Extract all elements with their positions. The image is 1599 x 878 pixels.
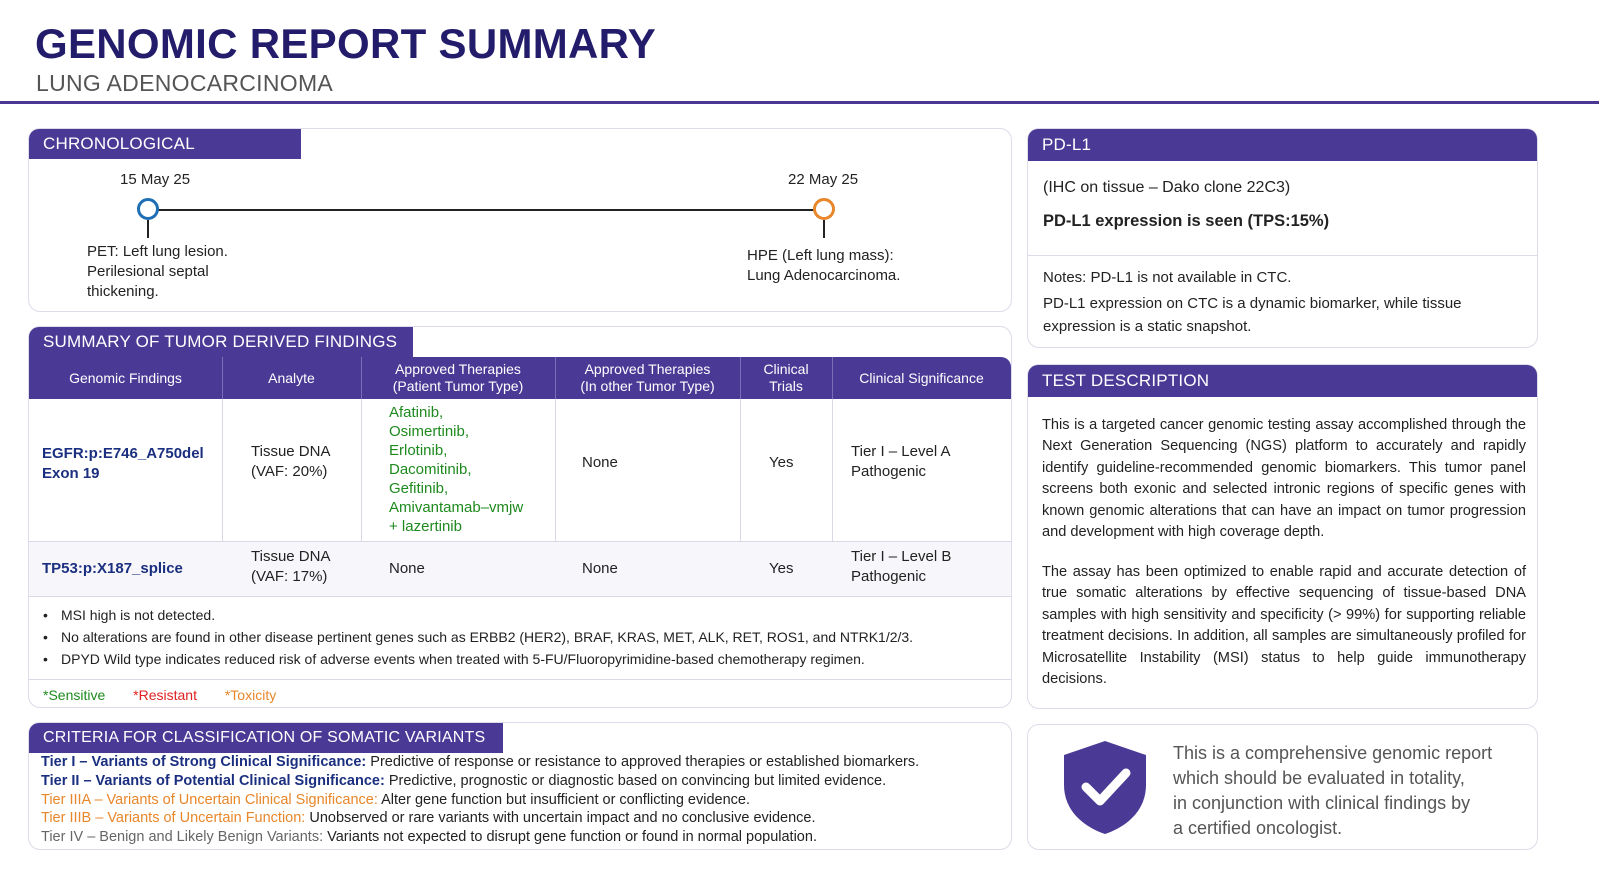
tier-list <box>41 753 919 847</box>
tier-label: Tier I – Variants of Strong Clinical Significance: <box>41 754 367 770</box>
classification-criteria-heading: CRITERIA FOR CLASSIFICATION OF SOMATIC VARIANTS <box>29 723 503 753</box>
test-description-paragraph: The assay has been optimized to enable rapid and accurate detection of true somatic alterations by effective sequencing of tissue-based DNA samples with high sensitivity and specificity (> 99%) for supporting reliable treatment decisions. In addition, all samples are simultaneously profiled for Microsatellite Instability (MSI) status to help guide immunotherapy decisions. <box>1042 564 1526 688</box>
therapy-item: + lazertinib <box>389 518 462 535</box>
analyte-type: Tissue DNA <box>251 443 331 460</box>
column-header-line: (Patient Tumor Type) <box>392 378 524 394</box>
clinical-trials-cell: Yes <box>769 560 794 577</box>
timeline-event-note <box>87 242 228 302</box>
pdl1-heading: PD-L1 <box>1028 129 1537 161</box>
pdl1-panel <box>1027 128 1538 348</box>
list-item-text: No alterations are found in other disease pertinent genes such as ERBB2 (HER2), BRAF, KRAS, MET, ALK, RET, ROS1, and NTRK1/2/3. <box>61 629 914 645</box>
test-description-paragraph: This is a targeted cancer genomic testing assay accomplished through the Next Generation Sequencing (NGS) platform to accurately and rapidly identify guideline-recommended genomic biomarkers. This tumor panel screens both exonic and selected intronic regions of specific genes with known genomic alterations that can have an impact on tumor progression and development with high coverage depth. <box>1042 417 1526 541</box>
timeline-note-line: Lung Adenocarcinoma. <box>747 267 901 284</box>
tier-label: Tier IIIA – Variants of Uncertain Clinical Significance: <box>41 791 378 808</box>
pdl1-result: PD-L1 expression is seen (TPS:15%) <box>1043 212 1330 230</box>
classification-criteria-panel <box>28 722 1012 850</box>
tumor-findings-panel <box>28 326 1012 708</box>
tier-description: Unobserved or rare variants with uncertain impact and no conclusive evidence. <box>305 810 816 827</box>
shield-check-icon <box>1060 739 1150 840</box>
list-item-text: MSI high is not detected. <box>61 607 216 623</box>
tumor-findings-heading: SUMMARY OF TUMOR DERIVED FINDINGS <box>29 327 413 357</box>
timeline-date: 15 May 25 <box>120 171 191 188</box>
column-header-approved-patient <box>361 357 555 399</box>
therapy-item: Afatinib, <box>389 404 444 421</box>
column-header-line: Approved Therapies <box>395 361 521 377</box>
analyte-vaf: (VAF: 17%) <box>251 568 328 585</box>
legend-resistant: *Resistant <box>133 687 197 703</box>
column-header-line: Trials <box>769 378 803 394</box>
column-header-trials <box>740 357 832 399</box>
disclaimer-line: a certified oncologist. <box>1173 818 1343 838</box>
tier-description: Variants not expected to disrupt gene function or found in normal population. <box>323 829 817 846</box>
column-header-approved-other <box>555 357 740 399</box>
tier-item <box>41 791 919 810</box>
findings-notes-list <box>43 604 913 670</box>
disclaimer-text <box>1173 741 1523 841</box>
analyte-type: Tissue DNA <box>251 548 331 565</box>
pdl1-note: PD-L1 expression on CTC is a dynamic biomarker, while tissue <box>1043 295 1462 312</box>
row-divider <box>29 596 1011 597</box>
approved-therapies-cell: None <box>389 560 425 577</box>
analyte-vaf: (VAF: 20%) <box>251 463 328 480</box>
page-title: GENOMIC REPORT SUMMARY <box>35 20 657 67</box>
disclaimer-line: in conjunction with clinical findings by <box>1173 793 1471 813</box>
legend-toxicity: *Toxicity <box>224 687 277 703</box>
tier-item <box>41 809 919 828</box>
timeline-stem <box>823 220 825 238</box>
tier-description: Alter gene function but insufficient or conflicting evidence. <box>377 791 751 808</box>
other-therapies-cell: None <box>582 560 618 577</box>
column-header-genomic: Genomic Findings <box>69 369 182 386</box>
significance-tier: Tier I – Level A <box>851 443 951 460</box>
chronological-summary-panel <box>28 128 1012 312</box>
therapy-item: Osimertinib, <box>389 423 470 440</box>
analyte-cell <box>251 547 330 587</box>
page-subtitle: LUNG ADENOCARCINOMA <box>36 70 334 96</box>
disclaimer-line: This is a comprehensive genomic report <box>1173 743 1493 763</box>
other-therapies-cell: None <box>582 454 618 471</box>
therapy-legend <box>43 687 300 703</box>
timeline-note-line: thickening. <box>87 283 159 300</box>
list-item: • MSI high is not detected. <box>43 607 216 623</box>
tier-item <box>41 753 919 772</box>
gene-cell: TP53:p:X187_splice <box>42 560 183 577</box>
chronological-summary-heading: CHRONOLOGICAL SUMMARY <box>29 129 301 159</box>
significance-cell <box>851 442 951 482</box>
timeline-note-line: HPE (Left lung mass): <box>747 247 894 264</box>
tier-label: Tier IV – Benign and Likely Benign Variants: <box>41 829 324 846</box>
significance-cell <box>851 547 951 587</box>
analyte-cell <box>251 442 330 482</box>
tier-item <box>41 772 919 791</box>
column-header-significance: Clinical Significance <box>859 369 984 386</box>
gene-exon: Exon 19 <box>42 465 100 482</box>
timeline-note-line: PET: Left lung lesion. <box>87 243 228 260</box>
clinical-trials-cell: Yes <box>769 454 794 471</box>
legend-divider <box>29 679 1011 680</box>
timeline-event-note <box>747 246 900 286</box>
table-row <box>29 542 1011 596</box>
gene-name: EGFR:p:E746_A750del <box>42 445 204 462</box>
pdl1-divider <box>1028 255 1537 256</box>
disclaimer-box <box>1027 724 1538 850</box>
pdl1-note: expression is a static snapshot. <box>1043 318 1252 335</box>
test-description-panel <box>1027 364 1538 709</box>
tier-description: Predictive of response or resistance to approved therapies or established biomarkers. <box>366 754 920 770</box>
therapy-item: Dacomitinib, <box>389 461 472 478</box>
column-header-analyte: Analyte <box>268 369 315 386</box>
significance-class: Pathogenic <box>851 463 927 480</box>
test-description-heading: TEST DESCRIPTION <box>1028 365 1537 397</box>
timeline-marker-blue <box>137 198 159 220</box>
tier-description: Predictive, prognostic or diagnostic based on convincing but limited evidence. <box>384 772 887 789</box>
therapy-item: Amivantamab–vmjw <box>389 499 524 516</box>
tier-item <box>41 828 919 847</box>
timeline-stem <box>147 220 149 238</box>
timeline-note-line: Perilesional septal <box>87 263 209 280</box>
pdl1-method: (IHC on tissue – Dako clone 22C3) <box>1043 179 1291 196</box>
legend-sensitive: *Sensitive <box>43 687 106 703</box>
therapy-item: Erlotinib, <box>389 442 448 459</box>
timeline-date: 22 May 25 <box>788 171 859 188</box>
list-item-text: DPYD Wild type indicates reduced risk of adverse events when treated with 5-FU/Fluoropyrimidine-based chemotherapy regimen. <box>61 651 865 667</box>
column-header-line: Clinical <box>763 361 809 377</box>
significance-tier: Tier I – Level B <box>851 548 952 565</box>
disclaimer-line: which should be evaluated in totality, <box>1173 768 1465 788</box>
timeline-line <box>150 209 826 211</box>
gene-cell <box>42 444 204 484</box>
pdl1-note: Notes: PD-L1 is not available in CTC. <box>1043 269 1292 286</box>
tier-label: Tier II – Variants of Potential Clinical Significance: <box>41 772 385 789</box>
table-row <box>29 399 1011 541</box>
significance-class: Pathogenic <box>851 568 927 585</box>
column-header-line: (In other Tumor Type) <box>580 378 715 394</box>
list-item: • DPYD Wild type indicates reduced risk of adverse events when treated with 5-FU/Fluoropyrimidine-based chemotherapy regimen. <box>43 651 865 667</box>
column-header-line: Approved Therapies <box>584 361 711 377</box>
timeline-marker-orange <box>813 198 835 220</box>
report-header <box>0 0 1599 104</box>
findings-table-header <box>29 357 1011 399</box>
list-item: • No alterations are found in other disease pertinent genes such as ERBB2 (HER2), BRAF, KRAS, MET, ALK, RET, ROS1, and NTRK1/2/3. <box>43 629 914 645</box>
therapy-item: Gefitinib, <box>389 480 449 497</box>
tier-label: Tier IIIB – Variants of Uncertain Function: <box>41 810 306 827</box>
approved-therapies-cell <box>389 403 523 536</box>
